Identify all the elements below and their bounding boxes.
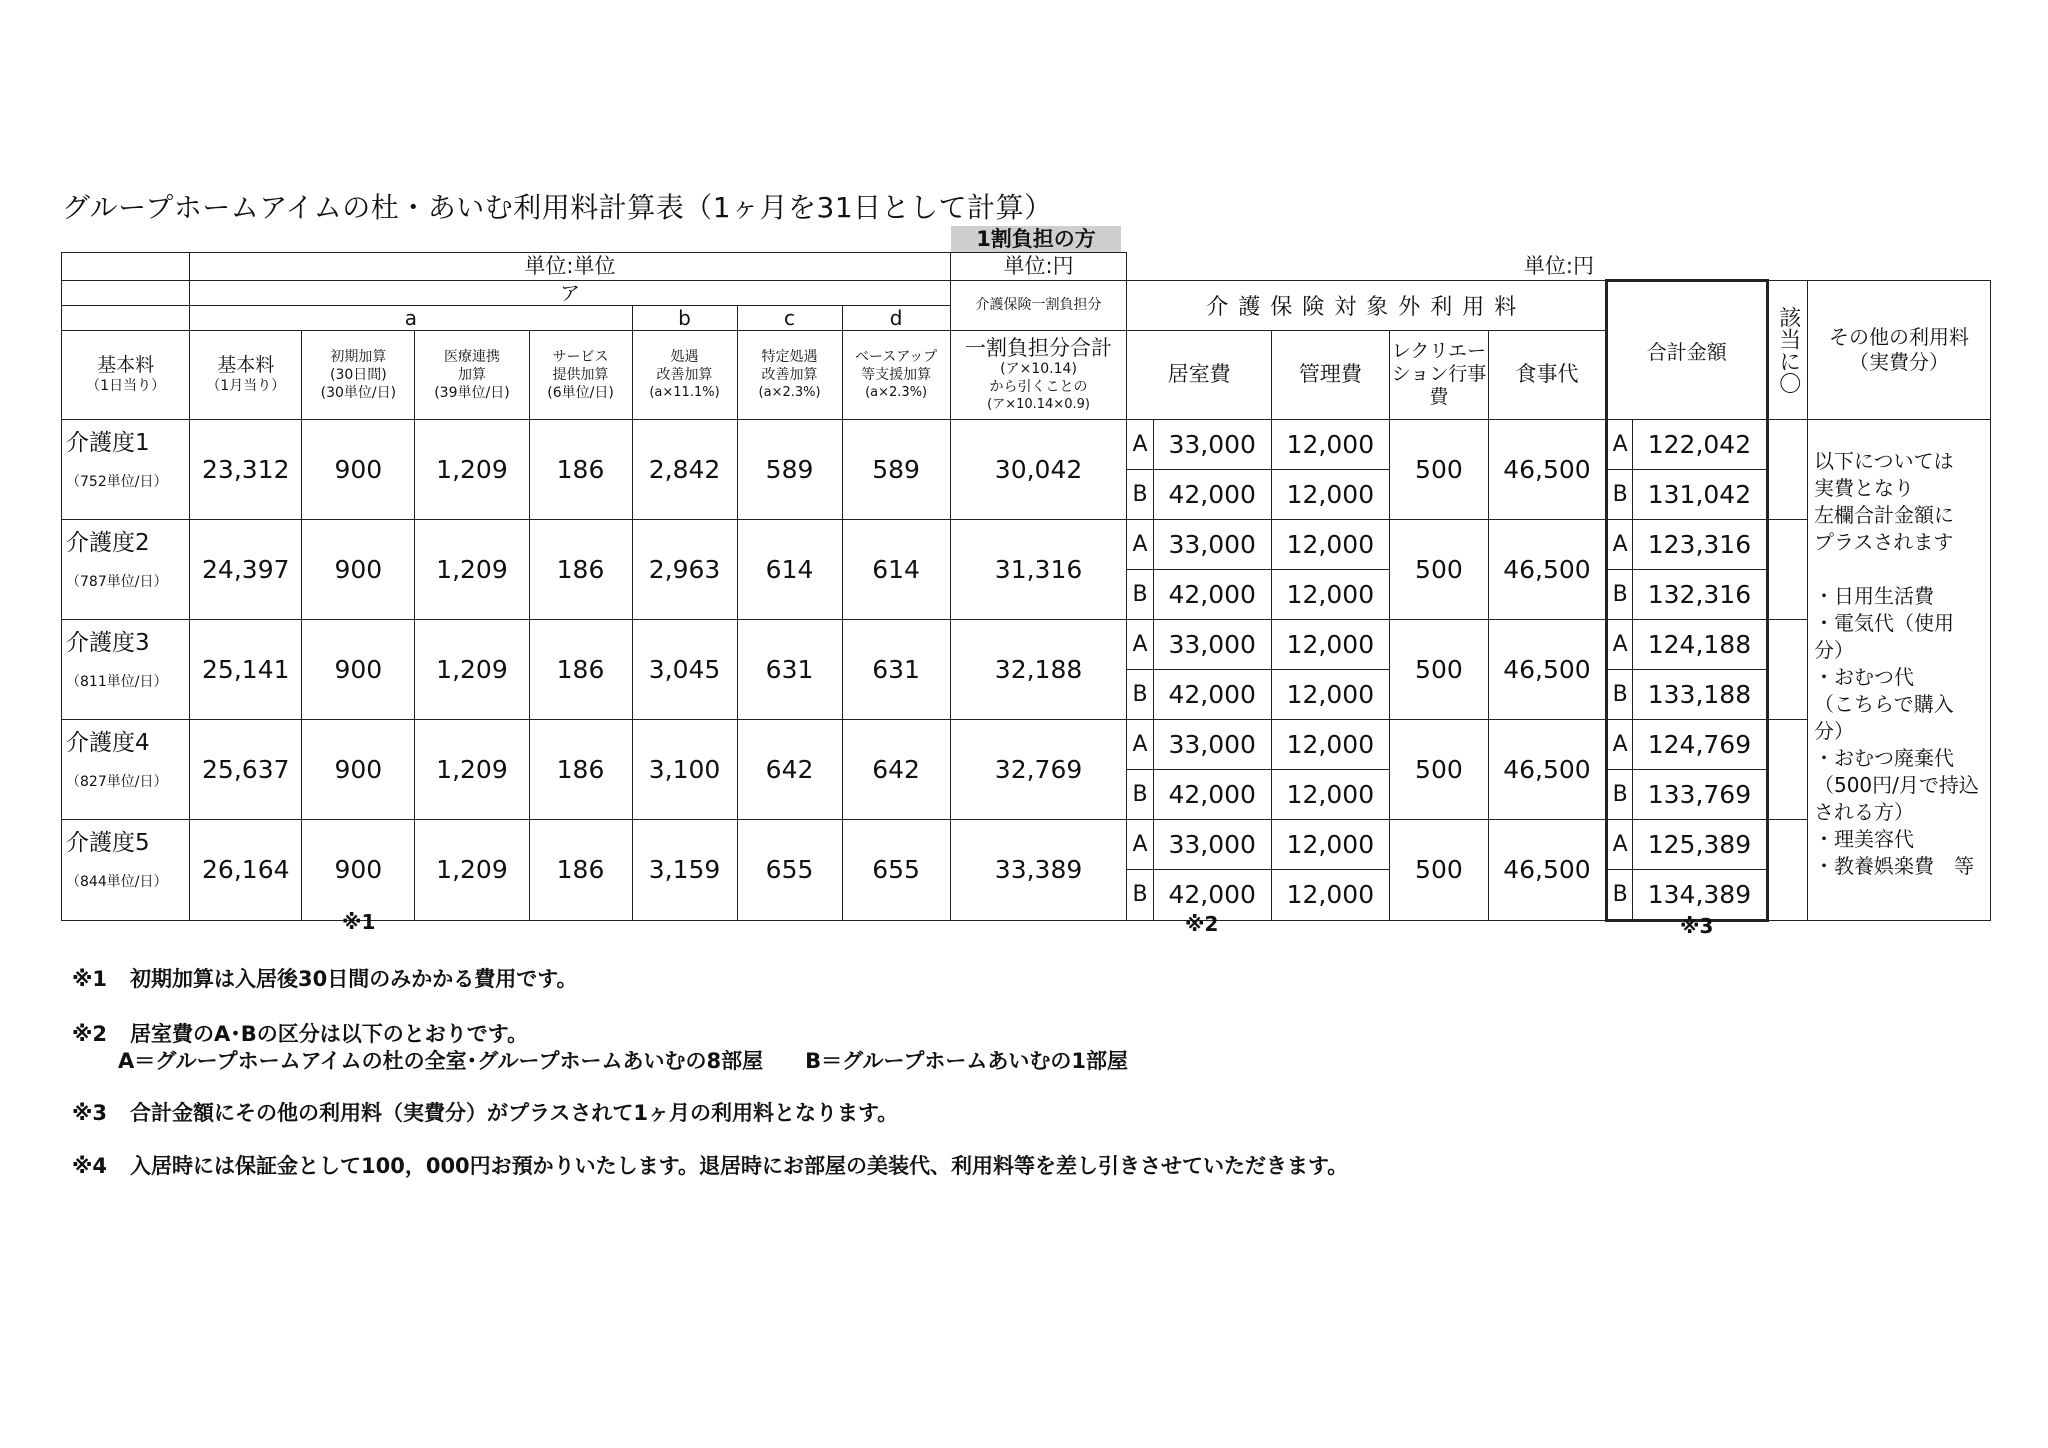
total-type-a: A [1607, 419, 1633, 469]
header-sub-c: c [737, 305, 842, 330]
note-text: A＝グループホームアイムの杜の全室･グループホームあいむの8部屋 B＝グループホームあいむの1部屋 [118, 1049, 1129, 1073]
header-service-1: サービス [552, 348, 609, 365]
cell-kyoshitsu-b: 42,000 [1153, 769, 1271, 819]
table-row [62, 819, 1991, 869]
cell-kyoshitsu-b: 42,000 [1153, 669, 1271, 719]
level-units: （752単位/日） [66, 473, 168, 490]
cell-kanri-a: 12,000 [1271, 719, 1389, 769]
cell-base: 642 [842, 719, 950, 819]
cell-kanri-b: 12,000 [1271, 669, 1389, 719]
header-shoki [302, 330, 415, 419]
header-a-kana: ア [190, 280, 950, 305]
cell-total-b: 133,769 [1633, 769, 1767, 819]
header-ichiwari-3: から引くことの [989, 379, 1088, 395]
header-kanri: 管理費 [1271, 330, 1389, 419]
cell-kanri-a: 12,000 [1271, 819, 1389, 869]
cell-iryo: 1,209 [415, 819, 529, 920]
cell-service: 186 [529, 419, 632, 519]
cell-tokutei: 589 [737, 419, 842, 519]
note-4 [72, 1150, 1348, 1180]
note-2-detail [118, 1045, 1128, 1075]
header-iryo-1: 医療連携 [443, 348, 500, 365]
cell-kyoshitsu-a: 33,000 [1153, 719, 1271, 769]
header-ichiwari-2: (ア×10.14) [1000, 361, 1077, 377]
cell-ichiwari: 32,769 [950, 719, 1127, 819]
note-text: 居室費のA･Bの区分は以下のとおりです。 [130, 1022, 529, 1046]
header-shogu-1: 処遇 [670, 349, 699, 365]
page-title: グループホームアイムの杜・あいむ利用料計算表（1ヶ月を31日として計算） [62, 191, 1053, 224]
cell-shogu: 3,100 [632, 719, 737, 819]
header-rec-1: レクリエー [1391, 340, 1487, 362]
header-service [529, 330, 632, 419]
gaito-checkbox [1767, 619, 1807, 719]
fee-table [61, 252, 1991, 922]
cell-kihon: 23,312 [190, 419, 302, 519]
header-ichiwari-4: (ア×10.14×0.9) [987, 397, 1090, 412]
header-tokutei-1: 特定処遇 [761, 349, 818, 365]
cell-rec: 500 [1389, 419, 1488, 519]
cell-shoki: 900 [302, 719, 415, 819]
header-shoki-1: 初期加算 [330, 348, 387, 365]
cell-tokutei: 614 [737, 519, 842, 619]
header-base-3: (a×2.3%) [865, 385, 928, 400]
note-mark: ※3 [72, 1101, 108, 1125]
cell-service: 186 [529, 519, 632, 619]
level-cell [62, 519, 190, 619]
level-units: （787単位/日） [66, 573, 168, 590]
level-cell [62, 719, 190, 819]
header-kaigo-gai: 介護保険対象外利用料 [1127, 280, 1607, 330]
header-base-2: 等支援加算 [861, 367, 932, 383]
cell-base: 589 [842, 419, 950, 519]
cell-shogu: 3,159 [632, 819, 737, 920]
header-shogu [632, 330, 737, 419]
header-kihon-day-2: （1日当り） [86, 378, 166, 394]
table-row [62, 519, 1991, 569]
note-mark: ※2 [72, 1022, 108, 1046]
cell-kyoshitsu-a: 33,000 [1153, 819, 1271, 869]
header-kihon-day-1: 基本料 [97, 354, 155, 376]
header-sonota-2: （実費分） [1848, 349, 1949, 374]
header-tokutei-3: (a×2.3%) [758, 385, 821, 400]
cell-kanri-b: 12,000 [1271, 569, 1389, 619]
total-type-a: A [1607, 619, 1633, 669]
room-type-b: B [1127, 469, 1153, 519]
gaito-checkbox [1767, 719, 1807, 819]
cell-kanri-a: 12,000 [1271, 419, 1389, 469]
cell-rec: 500 [1389, 819, 1488, 920]
unit-units: 単位:単位 [190, 253, 950, 281]
header-blank [62, 305, 190, 330]
cell-kihon: 24,397 [190, 519, 302, 619]
header-kihon-month-1: 基本料 [217, 354, 275, 376]
cell-iryo: 1,209 [415, 719, 529, 819]
header-rec [1389, 330, 1488, 419]
other-fees-note: 以下については 実費となり 左欄合計金額に プラスされます ・日用生活費 ・電気代（使用分） ・おむつ代 （こちらで購入分） ・おむつ廃棄代 （500円/月で持込 される方） ・理美容代 ・教養娯楽費 等 [1807, 419, 1990, 920]
cell-kihon: 25,141 [190, 619, 302, 719]
ref-mark-2: ※2 [1185, 912, 1219, 936]
header-ichiwari [950, 330, 1127, 419]
unit-yen-1: 単位:円 [950, 253, 1127, 281]
room-type-b: B [1127, 769, 1153, 819]
cell-shoki: 900 [302, 419, 415, 519]
cell-iryo: 1,209 [415, 419, 529, 519]
unit-yen-2: 単位:円 [1127, 253, 1991, 281]
cell-kyoshitsu-a: 33,000 [1153, 519, 1271, 569]
cell-base: 631 [842, 619, 950, 719]
ichiwari-label: 1割負担の方 [951, 226, 1121, 252]
total-type-b: B [1607, 769, 1633, 819]
header-blank [62, 253, 190, 281]
total-type-b: B [1607, 569, 1633, 619]
cell-total-a: 124,188 [1633, 619, 1767, 669]
cell-ichiwari: 33,389 [950, 819, 1127, 920]
header-kihon-month-2: （1月当り） [206, 378, 286, 394]
header-kihon-month [190, 330, 302, 419]
note-3 [72, 1097, 898, 1127]
header-sonota-1: その他の利用料 [1828, 324, 1969, 349]
header-shokuji: 食事代 [1488, 330, 1606, 419]
cell-shoki: 900 [302, 619, 415, 719]
cell-kanri-b: 12,000 [1271, 469, 1389, 519]
table-row [62, 419, 1991, 469]
level-name: 介護度4 [66, 729, 150, 756]
note-text: 合計金額にその他の利用料（実費分）がプラスされて1ヶ月の利用料となります。 [130, 1101, 899, 1125]
level-name: 介護度1 [66, 429, 150, 456]
cell-kanri-a: 12,000 [1271, 619, 1389, 669]
cell-total-b: 132,316 [1633, 569, 1767, 619]
cell-total-a: 123,316 [1633, 519, 1767, 569]
cell-total-a: 122,042 [1633, 419, 1767, 469]
room-type-a: A [1127, 719, 1153, 769]
header-base [842, 330, 950, 419]
header-shogu-2: 改善加算 [656, 367, 713, 383]
level-units: （844単位/日） [66, 873, 168, 890]
header-kyoshitsu: 居室費 [1127, 330, 1271, 419]
note-mark: ※4 [72, 1154, 108, 1178]
header-iryo [415, 330, 529, 419]
cell-rec: 500 [1389, 519, 1488, 619]
cell-shokuji: 46,500 [1488, 819, 1606, 920]
cell-shokuji: 46,500 [1488, 719, 1606, 819]
cell-total-b: 134,389 [1633, 869, 1767, 920]
header-sub-a: a [190, 305, 632, 330]
cell-total-a: 125,389 [1633, 819, 1767, 869]
cell-shoki: 900 [302, 519, 415, 619]
cell-service: 186 [529, 619, 632, 719]
ref-mark-3: ※3 [1680, 914, 1714, 938]
room-type-a: A [1127, 619, 1153, 669]
cell-kyoshitsu-a: 33,000 [1153, 419, 1271, 469]
cell-rec: 500 [1389, 719, 1488, 819]
header-kaigo-ichiwari: 介護保険一割負担分 [950, 280, 1127, 330]
cell-base: 655 [842, 819, 950, 920]
header-rec-2: ション行事 [1391, 363, 1487, 385]
level-name: 介護度2 [66, 529, 150, 556]
header-shoki-2: (30日間) [329, 366, 387, 383]
room-type-a: A [1127, 419, 1153, 469]
cell-service: 186 [529, 719, 632, 819]
total-type-a: A [1607, 719, 1633, 769]
cell-kanri-b: 12,000 [1271, 869, 1389, 920]
cell-kanri-b: 12,000 [1271, 769, 1389, 819]
cell-kyoshitsu-b: 42,000 [1153, 569, 1271, 619]
note-text: 初期加算は入居後30日間のみかかる費用です。 [130, 967, 578, 991]
header-iryo-2: 加算 [457, 366, 486, 383]
header-base-1: ベースアップ [854, 349, 938, 365]
total-type-b: B [1607, 869, 1633, 920]
level-units: （827単位/日） [66, 773, 168, 790]
header-service-3: (6単位/日) [547, 384, 614, 401]
header-rec-3: 費 [1429, 386, 1449, 408]
header-shoki-3: (30単位/日) [320, 384, 397, 401]
gaito-checkbox [1767, 519, 1807, 619]
cell-kyoshitsu-b: 42,000 [1153, 869, 1271, 920]
cell-ichiwari: 31,316 [950, 519, 1127, 619]
level-cell [62, 419, 190, 519]
cell-kanri-a: 12,000 [1271, 519, 1389, 569]
table-row [62, 619, 1991, 669]
cell-ichiwari: 32,188 [950, 619, 1127, 719]
header-gaito-text: 該当に〇 [1775, 305, 1801, 394]
cell-iryo: 1,209 [415, 519, 529, 619]
cell-kihon: 25,637 [190, 719, 302, 819]
room-type-b: B [1127, 669, 1153, 719]
cell-total-b: 133,188 [1633, 669, 1767, 719]
total-type-b: B [1607, 469, 1633, 519]
cell-shokuji: 46,500 [1488, 519, 1606, 619]
cell-iryo: 1,209 [415, 619, 529, 719]
level-name: 介護度3 [66, 629, 150, 656]
header-sub-b: b [632, 305, 737, 330]
header-sub-d: d [842, 305, 950, 330]
cell-shokuji: 46,500 [1488, 619, 1606, 719]
cell-shogu: 2,842 [632, 419, 737, 519]
cell-total-b: 131,042 [1633, 469, 1767, 519]
room-type-b: B [1127, 869, 1153, 920]
header-sonota [1807, 280, 1990, 419]
cell-rec: 500 [1389, 619, 1488, 719]
level-cell [62, 619, 190, 719]
gaito-checkbox [1767, 419, 1807, 519]
note-1 [72, 963, 578, 993]
header-tokutei [737, 330, 842, 419]
level-units: （811単位/日） [66, 673, 168, 690]
header-gaito [1767, 280, 1807, 419]
cell-total-a: 124,769 [1633, 719, 1767, 769]
cell-tokutei: 642 [737, 719, 842, 819]
ref-mark-1: ※1 [342, 910, 376, 934]
header-blank [62, 280, 190, 305]
cell-kyoshitsu-b: 42,000 [1153, 469, 1271, 519]
cell-ichiwari: 30,042 [950, 419, 1127, 519]
level-name: 介護度5 [66, 829, 150, 856]
total-type-a: A [1607, 519, 1633, 569]
note-2 [72, 1018, 528, 1048]
header-iryo-3: (39単位/日) [434, 384, 510, 401]
header-service-2: 提供加算 [552, 366, 609, 383]
note-mark: ※1 [72, 967, 108, 991]
cell-shoki: 900 [302, 819, 415, 920]
cell-shogu: 3,045 [632, 619, 737, 719]
total-type-b: B [1607, 669, 1633, 719]
header-ichiwari-1: 一割負担分合計 [965, 336, 1113, 360]
level-cell [62, 819, 190, 920]
table-row [62, 719, 1991, 769]
cell-shogu: 2,963 [632, 519, 737, 619]
cell-shokuji: 46,500 [1488, 419, 1606, 519]
cell-kyoshitsu-a: 33,000 [1153, 619, 1271, 669]
header-tokutei-2: 改善加算 [761, 367, 818, 383]
gaito-checkbox [1767, 819, 1807, 920]
cell-kihon: 26,164 [190, 819, 302, 920]
total-type-a: A [1607, 819, 1633, 869]
cell-tokutei: 655 [737, 819, 842, 920]
cell-service: 186 [529, 819, 632, 920]
note-text: 入居時には保証金として100，000円お預かりいたします。退居時にお部屋の美装代、利用料等を差し引きさせていただきます。 [130, 1154, 1349, 1178]
cell-base: 614 [842, 519, 950, 619]
room-type-a: A [1127, 519, 1153, 569]
header-shogu-3: (a×11.1%) [649, 385, 720, 400]
room-type-a: A [1127, 819, 1153, 869]
room-type-b: B [1127, 569, 1153, 619]
header-gokei: 合計金額 [1607, 280, 1768, 419]
header-kihon-day [62, 330, 190, 419]
cell-tokutei: 631 [737, 619, 842, 719]
